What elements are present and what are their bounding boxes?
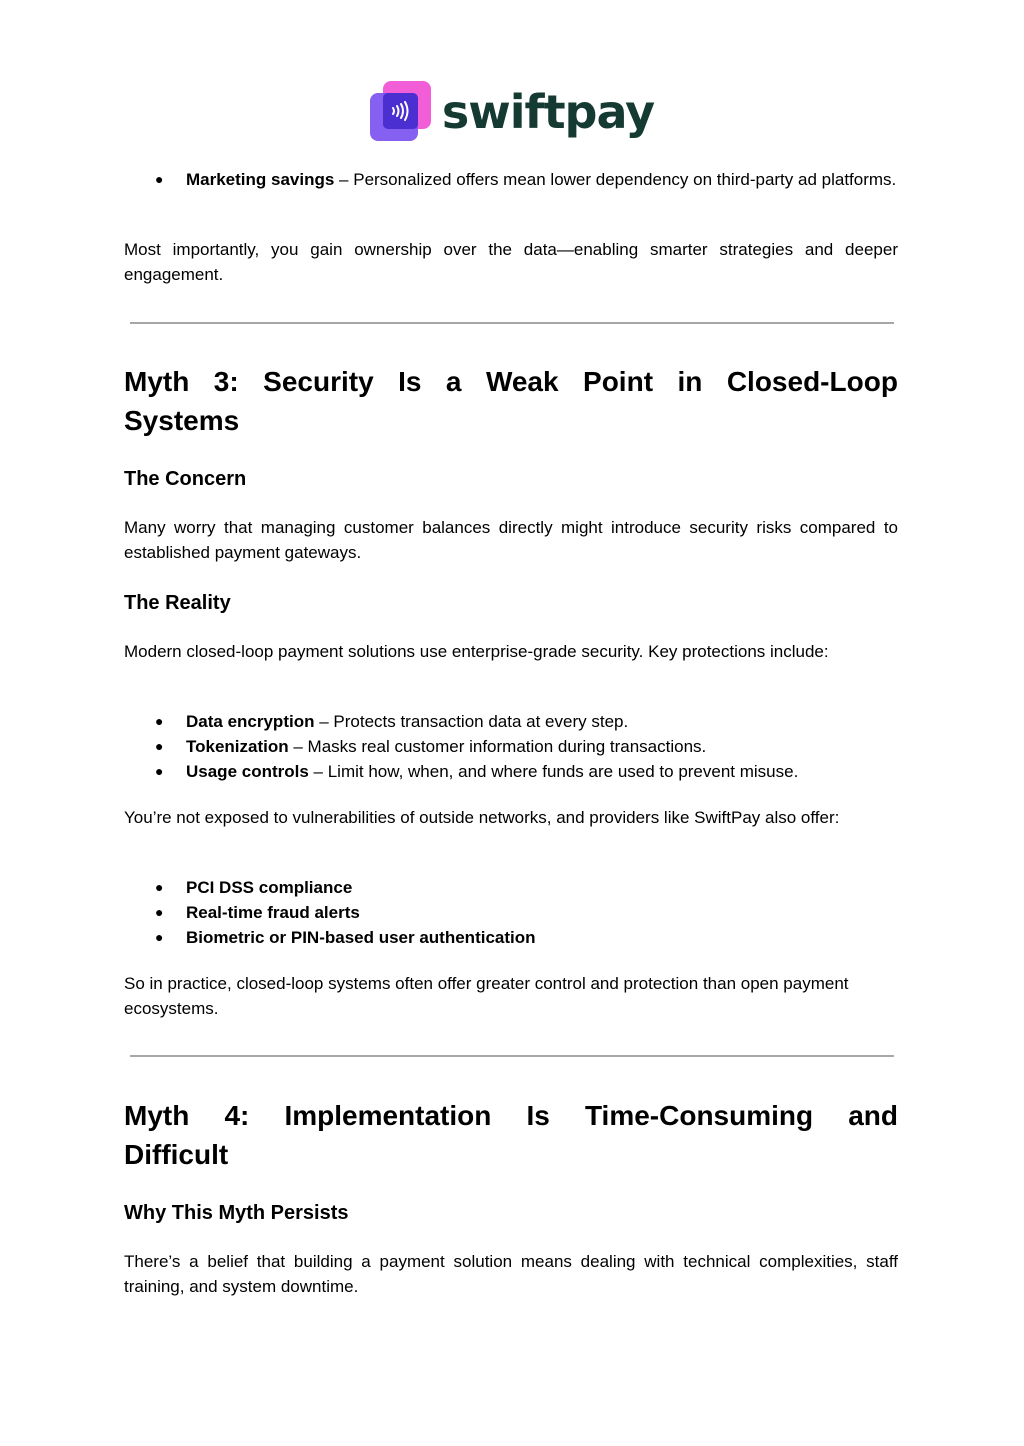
concern-paragraph: Many worry that managing customer balances directly might introduce security risks compared to established payment gateways. [124,518,898,562]
bullet-text: – Protects transaction data at every step. [314,712,629,731]
myth4-heading-line2: Difficult [124,1139,229,1170]
bullet-icon: ● [155,713,164,729]
bullet-text: – Masks real customer information during transactions. [288,737,707,756]
concern-heading: The Concern [124,468,247,490]
persist-heading: Why This Myth Persists [124,1202,349,1224]
myth3-heading-line2: Systems [124,405,240,436]
bullet-icon: ● [155,929,164,945]
conclusion-paragraph: So in practice, closed-loop systems often offer greater control and protection than open payment ecosystems. [124,974,849,1018]
persist-paragraph: There’s a belief that building a payment solution means dealing with technical complexities, staff training, and system downtime. [124,1252,898,1296]
bullet-term: Usage controls [186,762,309,781]
bullet-icon: ● [155,879,164,895]
bullet-icon: ● [155,904,164,920]
myth4-heading [124,1096,898,1174]
swiftpay-logo [0,80,1024,144]
section-divider [130,1055,894,1057]
reality-heading: The Reality [124,592,231,614]
bullet-text: – Personalized offers mean lower dependency on third-party ad platforms. [334,170,897,189]
offer-text: Real-time fraud alerts [186,903,360,922]
paragraph-data-ownership: Most importantly, you gain ownership over the data—enabling smarter strategies and deeper engagement. [124,240,898,284]
myth3-heading [124,362,898,440]
bullet-term: Data encryption [186,712,315,731]
bullet-icon: ● [155,738,164,754]
logo-mark [370,81,432,143]
myth3-heading-line1: Myth 3: Security Is a Weak Point in Closed-Loop [124,366,898,397]
bullet-text: – Limit how, when, and where funds are used to prevent misuse. [308,762,799,781]
offer-text: PCI DSS compliance [186,878,353,897]
bullet-icon: ● [155,763,164,779]
bullet-term: Tokenization [186,737,289,756]
exposure-paragraph: You’re not exposed to vulnerabilities of outside networks, and providers like SwiftPay also offer: [124,808,840,827]
contactless-icon [383,93,418,129]
reality-paragraph: Modern closed-loop payment solutions use enterprise-grade security. Key protections include: [124,642,829,661]
section-divider [130,322,894,324]
offer-text: Biometric or PIN-based user authentication [186,928,536,947]
logo-wordmark: swiftpay [441,85,655,139]
myth4-heading-line1: Myth 4: Implementation Is Time-Consuming and [124,1100,898,1131]
bullet-term: Marketing savings [186,170,335,189]
bullet-icon: ● [155,171,164,187]
